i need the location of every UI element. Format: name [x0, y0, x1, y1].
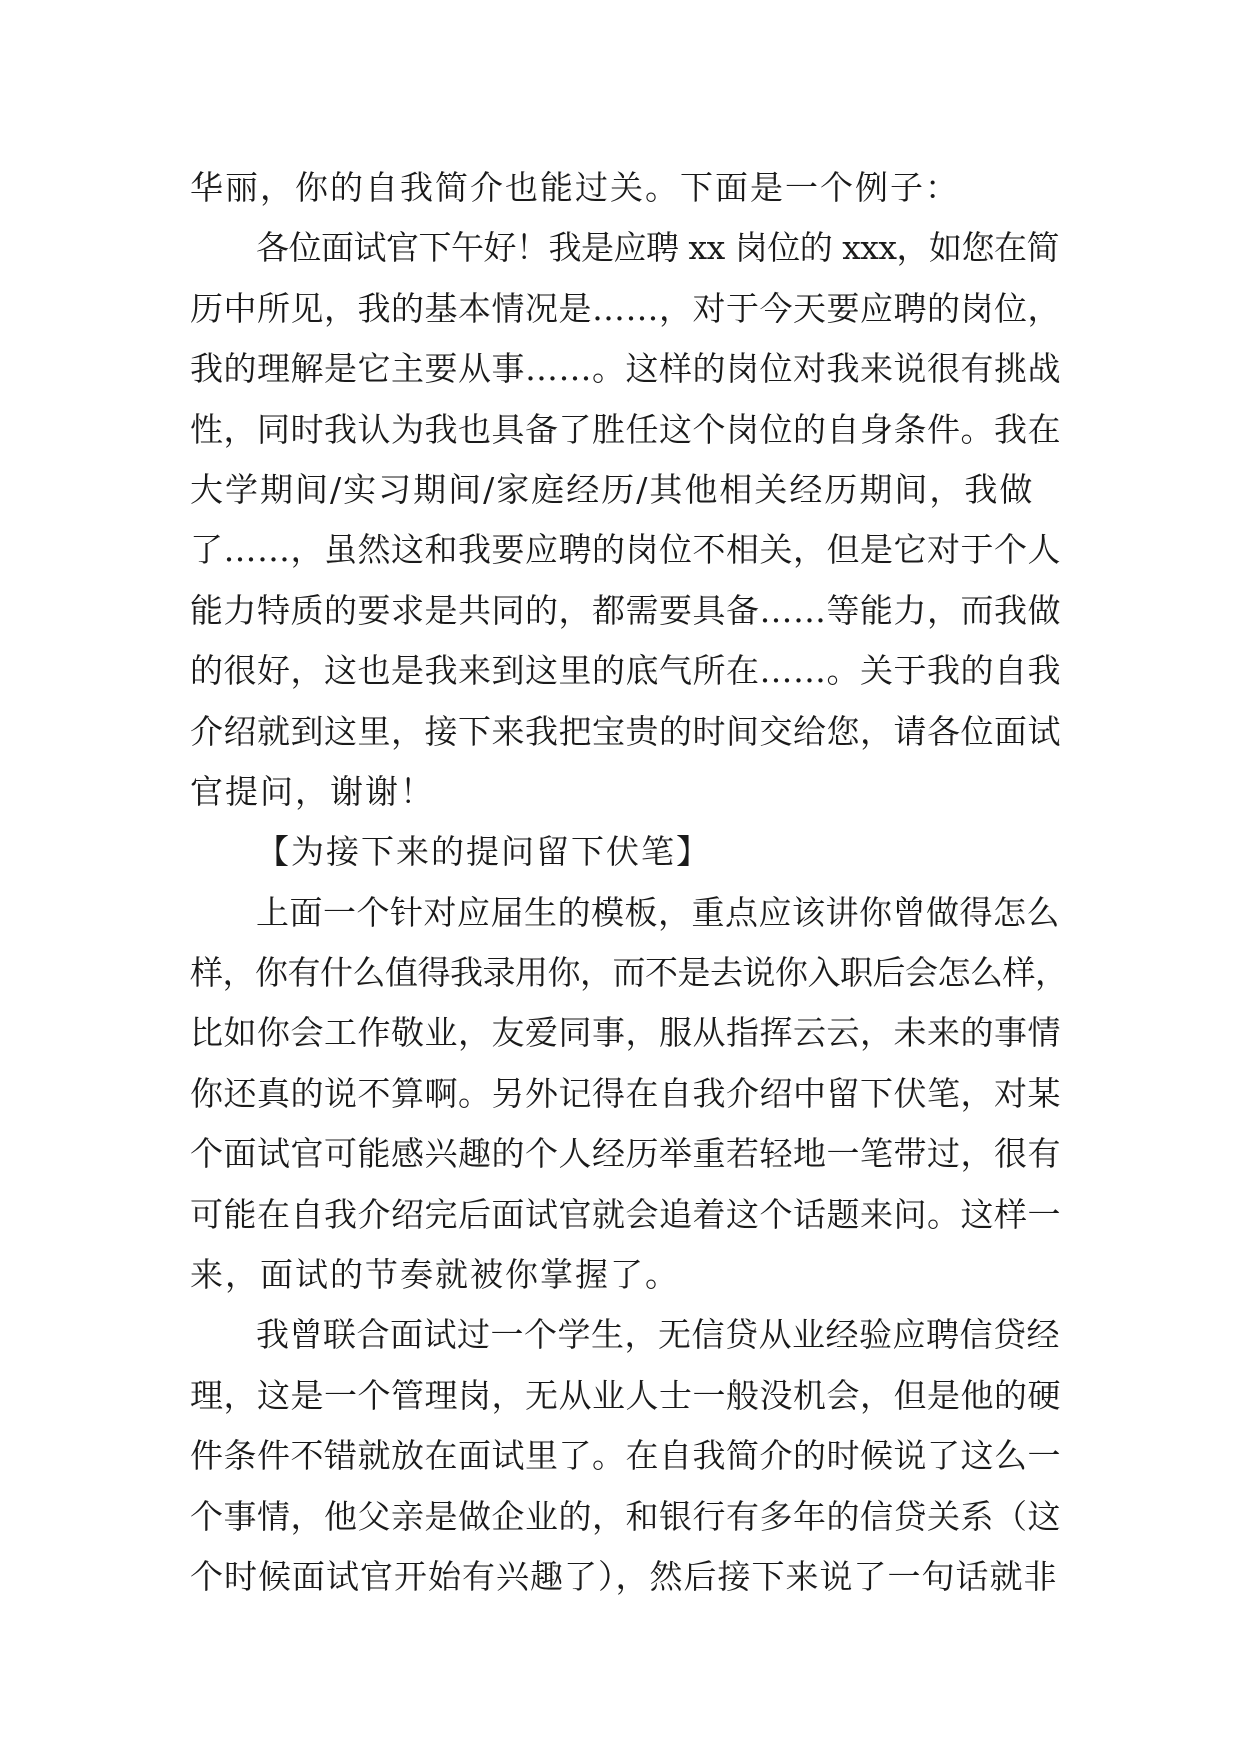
text-line: 能力特质的要求是共同的，都需要具备……等能力，而我做	[190, 590, 1061, 630]
text-line: 了……，虽然这和我要应聘的岗位不相关，但是它对于个人	[190, 530, 1061, 570]
text-line: 大学期间/实习期间/家庭经历/其他相关经历期间，我做	[190, 469, 1035, 509]
text-line: 个事情，他父亲是做企业的，和银行有多年的信贷关系（这	[190, 1496, 1061, 1536]
document-body	[190, 158, 1070, 1607]
text-line: 历中所见，我的基本情况是……，对于今天要应聘的岗位，	[190, 288, 1061, 328]
text-line: 介绍就到这里，接下来我把宝贵的时间交给您，请各位面试	[190, 711, 1061, 751]
text-line: 官提问，谢谢！	[190, 771, 435, 811]
text-line: 个时候面试官开始有兴趣了），然后接下来说了一句话就非	[190, 1556, 1058, 1596]
text-line: 我的理解是它主要从事……。这样的岗位对我来说很有挑战	[190, 349, 1061, 389]
text-line: 华丽，你的自我简介也能过关。下面是一个例子：	[190, 168, 960, 207]
text-line: 个面试官可能感兴趣的个人经历举重若轻地一笔带过，很有	[190, 1134, 1061, 1174]
text-line: 来，面试的节奏就被你掌握了。	[190, 1255, 680, 1295]
text-line: 的很好，这也是我来到这里的底气所在……。关于我的自我	[190, 651, 1061, 691]
text-line: 上面一个针对应届生的模板，重点应该讲你曾做得怎么	[256, 892, 1060, 932]
text-line: 件条件不错就放在面试里了。在自我简介的时候说了这么一	[190, 1436, 1061, 1476]
text-line: 样，你有什么值得我录用你，而不是去说你入职后会怎么样，	[190, 953, 1068, 993]
text-line: 我曾联合面试过一个学生，无信贷从业经验应聘信贷经	[256, 1315, 1060, 1355]
text-line: 比如你会工作敬业，友爱同事，服从指挥云云，未来的事情	[190, 1013, 1061, 1053]
text-line: 理，这是一个管理岗，无从业人士一般没机会，但是他的硬	[190, 1375, 1061, 1415]
section-heading: 【为接下来的提问留下伏笔】	[256, 832, 711, 872]
text-line: 各位面试官下午好！我是应聘 xx 岗位的 xxx，如您在简	[256, 228, 1060, 268]
text-line: 可能在自我介绍完后面试官就会追着这个话题来问。这样一	[190, 1194, 1061, 1234]
text-line: 你还真的说不算啊。另外记得在自我介绍中留下伏笔，对某	[190, 1073, 1061, 1113]
text-line: 性，同时我认为我也具备了胜任这个岗位的自身条件。我在	[190, 409, 1061, 449]
